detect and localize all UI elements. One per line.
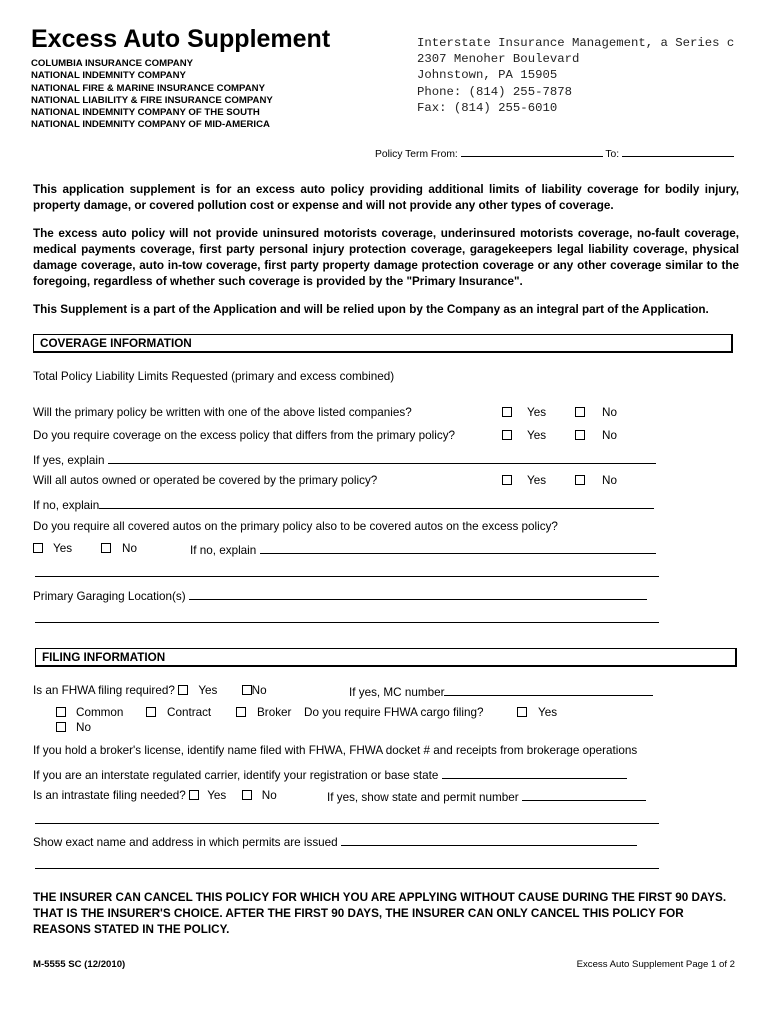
- q4-explain: If no, explain: [190, 542, 656, 557]
- form-number: M-5555 SC (12/2010): [33, 959, 126, 970]
- address-line: Interstate Insurance Management, a Series c: [417, 36, 735, 50]
- broker-option[interactable]: Broker: [236, 706, 291, 719]
- filing-section-heading: FILING INFORMATION: [35, 648, 737, 667]
- checkbox[interactable]: [575, 430, 585, 440]
- page-title: Excess Auto Supplement: [31, 25, 331, 53]
- checkbox[interactable]: [101, 543, 111, 553]
- checkbox[interactable]: [56, 707, 66, 717]
- address-line: Johnstown, PA 15905: [417, 68, 558, 83]
- intro-paragraph-2: The excess auto policy will not provide uninsured motorists coverage, underinsured motorists coverage, no-fault coverage, medical payments coverage, first party personal injury protection coverage, garagekeepers legal liability coverage, physical damage coverage, auto in-tow coverage, first party property damage protection coverage or any other coverage similar to the foregoing, regardless of whether such coverage is provided by the "Primary Insurance".: [33, 227, 739, 288]
- permits-issued-line2: [35, 857, 659, 872]
- q2-no[interactable]: No: [575, 429, 617, 442]
- checkbox[interactable]: [575, 407, 585, 417]
- checkbox[interactable]: [146, 707, 156, 717]
- intro-paragraph-1: This application supplement is for an excess auto policy providing additional limits of liability coverage for bodily injury, property damage, or covered pollution cost or expense and will not provide any other types of coverage.: [33, 183, 739, 212]
- q3-explain: If no, explain: [33, 497, 654, 512]
- interstate-field[interactable]: [442, 767, 627, 779]
- garaging: Primary Garaging Location(s): [33, 588, 647, 603]
- q4-no[interactable]: No: [101, 542, 137, 555]
- cargo-question: Do you require FHWA cargo filing?: [304, 706, 484, 719]
- q1-yes[interactable]: Yes: [502, 406, 546, 419]
- q4-label: Do you require all covered autos on the primary policy also to be covered autos on the excess policy?: [33, 520, 558, 533]
- company-name: NATIONAL LIABILITY & FIRE INSURANCE COMPANY: [31, 94, 273, 106]
- state-permit-field[interactable]: [522, 789, 646, 801]
- page-number: Excess Auto Supplement Page 1 of 2: [576, 959, 735, 970]
- company-name: NATIONAL FIRE & MARINE INSURANCE COMPANY: [31, 82, 265, 94]
- state-permit: If yes, show state and permit number: [327, 789, 646, 804]
- q4-explain-line2: [35, 565, 659, 580]
- policy-term: [375, 146, 734, 160]
- address-line: 2307 Menoher Boulevard: [417, 52, 580, 67]
- fhwa-question: Is an FHWA filing required? Yes No: [33, 684, 267, 697]
- common-option[interactable]: Common: [56, 706, 123, 719]
- q3-no[interactable]: No: [575, 474, 617, 487]
- garaging-line2: [35, 611, 659, 626]
- limits-label: Total Policy Liability Limits Requested (primary and excess combined): [33, 370, 395, 383]
- garaging-field[interactable]: [189, 588, 647, 600]
- permit-line: [35, 812, 659, 827]
- fhwa-yes-checkbox[interactable]: [178, 685, 188, 695]
- checkbox[interactable]: [502, 475, 512, 485]
- checkbox[interactable]: [56, 722, 66, 732]
- q3-explain-field[interactable]: [99, 497, 654, 509]
- q2-explain-field[interactable]: [108, 452, 656, 464]
- company-name: COLUMBIA INSURANCE COMPANY: [31, 58, 194, 69]
- mc-number: If yes, MC number: [349, 684, 653, 699]
- company-name: NATIONAL INDEMNITY COMPANY: [31, 70, 186, 82]
- checkbox[interactable]: [502, 430, 512, 440]
- company-name: NATIONAL INDEMNITY COMPANY OF MID-AMERICA: [31, 119, 270, 131]
- intro-paragraph-3: This Supplement is a part of the Application and will be relied upon by the Company as an integral part of the Application.: [33, 303, 709, 316]
- company-name: NATIONAL INDEMNITY COMPANY OF THE SOUTH: [31, 107, 260, 119]
- common-no-option[interactable]: No: [56, 721, 91, 734]
- q4-explain-field[interactable]: [260, 542, 656, 554]
- checkbox[interactable]: [517, 707, 527, 717]
- q3-yes[interactable]: Yes: [502, 474, 546, 487]
- q2-yes[interactable]: Yes: [502, 429, 546, 442]
- q4-explain-field-2[interactable]: [35, 565, 659, 577]
- permits-issued: Show exact name and address in which permits are issued: [33, 834, 637, 849]
- permits-issued-field[interactable]: [341, 834, 637, 846]
- q2-explain: If yes, explain: [33, 452, 656, 467]
- coverage-section-heading: COVERAGE INFORMATION: [33, 334, 733, 353]
- checkbox[interactable]: [33, 543, 43, 553]
- address-line: Fax: (814) 255-6010: [417, 100, 558, 115]
- fhwa-no-checkbox[interactable]: [242, 685, 252, 695]
- q1-label: Will the primary policy be written with one of the above listed companies?: [33, 406, 412, 419]
- intrastate-no-checkbox[interactable]: [242, 790, 252, 800]
- policy-term-from-label: Policy Term From:: [375, 149, 458, 160]
- cancellation-warning: THE INSURER CAN CANCEL THIS POLICY FOR WHICH YOU ARE APPLYING WITHOUT CAUSE DURING THE FIRST 90 DAYS. THAT IS THE INSURER'S CHOICE. AFTER THE FIRST 90 DAYS, THE INSURER CAN ONLY CANCEL THIS POLICY FOR REASONS STATED IN THE POLICY.: [33, 891, 727, 936]
- policy-term-from-field[interactable]: [461, 146, 603, 157]
- intrastate-yes-checkbox[interactable]: [189, 790, 199, 800]
- intrastate: Is an intrastate filing needed? Yes No: [33, 789, 277, 802]
- garaging-field-2[interactable]: [35, 611, 659, 623]
- checkbox[interactable]: [502, 407, 512, 417]
- q4-yes[interactable]: Yes: [33, 542, 72, 555]
- permits-issued-field-2[interactable]: [35, 857, 659, 869]
- address-line: Phone: (814) 255-7878: [417, 84, 572, 99]
- q3-label: Will all autos owned or operated be covered by the primary policy?: [33, 474, 378, 487]
- checkbox[interactable]: [575, 475, 585, 485]
- broker-license: If you hold a broker's license, identify name filed with FHWA, FHWA docket # and receipts from brokerage operations: [33, 744, 638, 757]
- q1-no[interactable]: No: [575, 406, 617, 419]
- contract-option[interactable]: Contract: [146, 706, 211, 719]
- policy-term-to-field[interactable]: [622, 146, 734, 157]
- q2-label: Do you require coverage on the excess policy that differs from the primary policy?: [33, 429, 456, 442]
- permit-field[interactable]: [35, 812, 659, 824]
- checkbox[interactable]: [236, 707, 246, 717]
- agency-address: [417, 35, 737, 116]
- cargo-yes[interactable]: Yes: [517, 706, 557, 719]
- company-list: [31, 58, 273, 132]
- policy-term-to-label: To:: [605, 149, 620, 160]
- interstate: If you are an interstate regulated carrier, identify your registration or base state: [33, 767, 627, 782]
- mc-number-field[interactable]: [444, 684, 653, 696]
